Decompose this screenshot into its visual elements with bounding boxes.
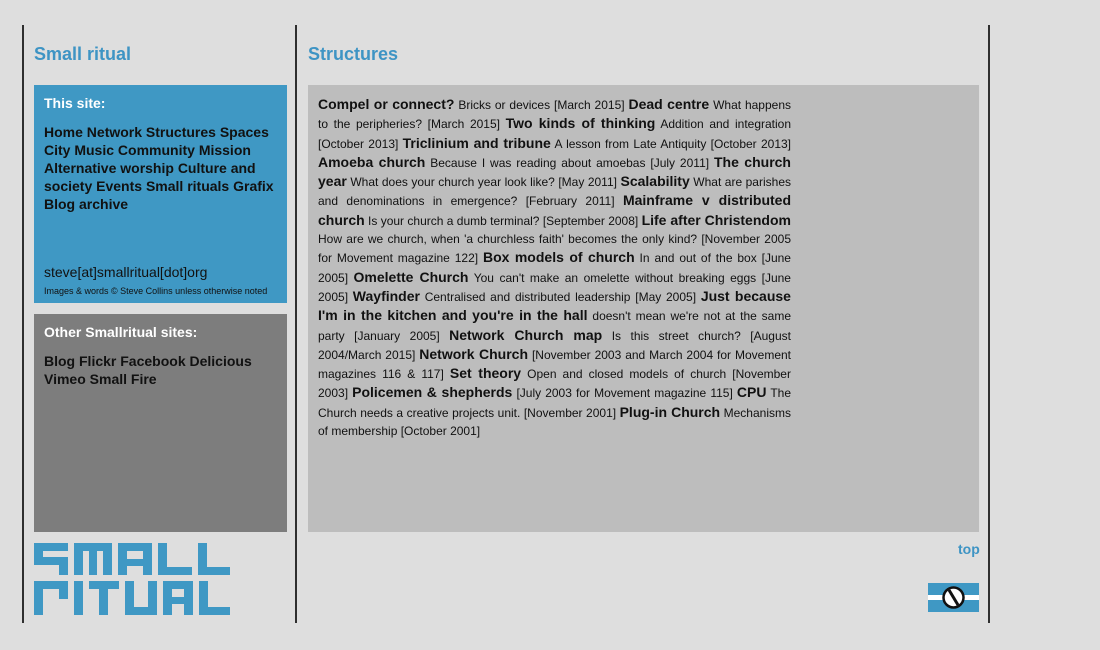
other-sites-panel bbox=[34, 314, 287, 532]
article-date: [June 2005] bbox=[318, 270, 791, 304]
nav-link-small-rituals[interactable]: Small rituals bbox=[145, 178, 230, 194]
article-description: Mechanisms of membership bbox=[318, 405, 791, 439]
article-date: [November 2005 for Movement magazine 122] bbox=[318, 232, 791, 266]
other-sites-heading: Other Smallritual sites: bbox=[44, 324, 198, 340]
article-description: The Church needs a creative projects unit. bbox=[318, 386, 791, 420]
contact-email: steve[at]smallritual[dot]org bbox=[44, 264, 208, 280]
article-description: What are parishes and denominations in emergence? bbox=[318, 175, 791, 209]
article-link-network-church-map[interactable]: Network Church map bbox=[449, 326, 603, 343]
article-description: doesn't mean we're not at the same party bbox=[318, 309, 792, 343]
article-link-set-theory[interactable]: Set theory bbox=[449, 365, 522, 382]
article-date: [September 2008] bbox=[542, 213, 639, 228]
article-link-cpu[interactable]: CPU bbox=[736, 384, 767, 401]
article-link-network-church[interactable]: Network Church bbox=[419, 345, 529, 362]
article-link-compel-or-connect[interactable]: Compel or connect? bbox=[318, 96, 455, 112]
left-border-line bbox=[22, 25, 24, 623]
nav-link-structures[interactable]: Structures bbox=[145, 124, 216, 140]
article-description: In and out of the box bbox=[639, 251, 757, 266]
article-link-plug-in-church[interactable]: Plug-in Church bbox=[619, 403, 721, 420]
this-site-panel bbox=[34, 85, 287, 303]
article-description: Centralised and distributed leadership bbox=[424, 289, 631, 304]
this-site-heading: This site: bbox=[44, 95, 106, 111]
nav-link-network[interactable]: Network bbox=[86, 124, 143, 140]
right-border-line bbox=[988, 25, 990, 623]
nav-link-home[interactable]: Home bbox=[44, 124, 83, 140]
external-link-delicious[interactable]: Delicious bbox=[189, 353, 252, 369]
article-link-dead-centre[interactable]: Dead centre bbox=[628, 96, 710, 112]
content-panel bbox=[308, 85, 979, 532]
article-description: Is your church a dumb terminal? bbox=[368, 213, 540, 228]
article-link-scalability[interactable]: Scalability bbox=[620, 173, 690, 190]
article-date: [August 2004/March 2015] bbox=[318, 328, 791, 362]
article-description: Open and closed models of church bbox=[527, 367, 727, 382]
article-date: [June 2005] bbox=[318, 251, 791, 285]
pen-nib-icon[interactable] bbox=[928, 583, 979, 612]
article-date: [October 2013] bbox=[318, 136, 399, 151]
article-link-just-because-i-m-in-the-kitchen-and-you-re-in-the-hall[interactable]: Just because I'm in the kitchen and you're in the hall bbox=[318, 287, 791, 324]
copyright-notice: Images & words © Steve Collins unless otherwise noted bbox=[44, 286, 268, 296]
column-divider-line bbox=[295, 25, 297, 623]
article-date: [July 2003 for Movement magazine 115] bbox=[516, 386, 733, 401]
article-date: [May 2005] bbox=[635, 289, 697, 304]
page-title: Structures bbox=[308, 44, 399, 64]
article-date: [February 2011] bbox=[525, 194, 615, 209]
article-date: [January 2005] bbox=[354, 328, 440, 343]
article-link-wayfinder[interactable]: Wayfinder bbox=[352, 287, 420, 304]
other-sites-links bbox=[44, 352, 277, 388]
small-ritual-logo[interactable] bbox=[34, 543, 230, 615]
article-description: Addition and integration bbox=[660, 117, 792, 132]
article-link-triclinium-and-tribune[interactable]: Triclinium and tribune bbox=[402, 134, 551, 151]
article-description: Because I was reading about amoebas bbox=[430, 155, 646, 170]
article-date: [October 2013] bbox=[710, 136, 791, 151]
article-date: [November 2001] bbox=[523, 405, 617, 420]
nav-link-city[interactable]: City bbox=[44, 142, 71, 158]
this-site-links bbox=[44, 123, 277, 213]
article-link-omelette-church[interactable]: Omelette Church bbox=[353, 268, 469, 285]
external-link-facebook[interactable]: Facebook bbox=[120, 353, 186, 369]
nav-link-mission[interactable]: Mission bbox=[198, 142, 251, 158]
nav-link-culture-and-society[interactable]: Culture and society bbox=[44, 160, 256, 194]
site-title: Small ritual bbox=[34, 44, 132, 64]
article-date: [October 2001] bbox=[400, 424, 481, 439]
article-date: [March 2015] bbox=[427, 117, 500, 132]
nav-link-grafix[interactable]: Grafix bbox=[233, 178, 274, 194]
back-to-top-link[interactable]: top bbox=[958, 541, 980, 557]
external-link-vimeo[interactable]: Vimeo bbox=[44, 371, 86, 387]
article-list bbox=[318, 95, 791, 440]
article-description: You can't make an omelette without breaking eggs bbox=[473, 270, 757, 285]
article-link-mainframe-v-distributed-church[interactable]: Mainframe v distributed church bbox=[318, 192, 791, 228]
nav-link-community[interactable]: Community bbox=[117, 142, 195, 158]
article-link-box-models-of-church[interactable]: Box models of church bbox=[482, 249, 635, 266]
external-link-small-fire[interactable]: Small Fire bbox=[89, 371, 157, 387]
article-date: [July 2011] bbox=[650, 155, 710, 170]
article-date: [November 2003] bbox=[318, 367, 791, 401]
article-description: What happens to the peripheries? bbox=[318, 98, 791, 132]
article-date: [November 2003 and March 2004 for Movement magazines 116 & 117] bbox=[318, 347, 792, 382]
article-date: [March 2015] bbox=[554, 98, 625, 112]
article-link-amoeba-church[interactable]: Amoeba church bbox=[318, 153, 426, 170]
article-description: How are we church, when 'a churchless faith' becomes the only kind? bbox=[318, 232, 698, 247]
article-description: Is this street church? bbox=[611, 328, 741, 343]
nav-link-spaces[interactable]: Spaces bbox=[219, 124, 269, 140]
nav-link-music[interactable]: Music bbox=[74, 142, 115, 158]
article-link-policemen-shepherds[interactable]: Policemen & shepherds bbox=[352, 384, 513, 401]
article-description: A lesson from Late Antiquity bbox=[554, 136, 707, 151]
nav-link-alternative-worship[interactable]: Alternative worship bbox=[44, 160, 174, 176]
external-link-blog[interactable]: Blog bbox=[44, 353, 76, 369]
article-date: [May 2011] bbox=[558, 175, 617, 190]
article-link-life-after-christendom[interactable]: Life after Christendom bbox=[641, 211, 791, 228]
nav-link-blog-archive[interactable]: Blog archive bbox=[44, 196, 129, 212]
nav-link-events[interactable]: Events bbox=[96, 178, 143, 194]
external-link-flickr[interactable]: Flickr bbox=[79, 353, 117, 369]
article-description: What does your church year look like? bbox=[350, 175, 555, 190]
article-description: Bricks or devices bbox=[458, 98, 551, 112]
article-link-two-kinds-of-thinking[interactable]: Two kinds of thinking bbox=[505, 115, 656, 132]
article-link-the-church-year[interactable]: The church year bbox=[318, 153, 791, 190]
